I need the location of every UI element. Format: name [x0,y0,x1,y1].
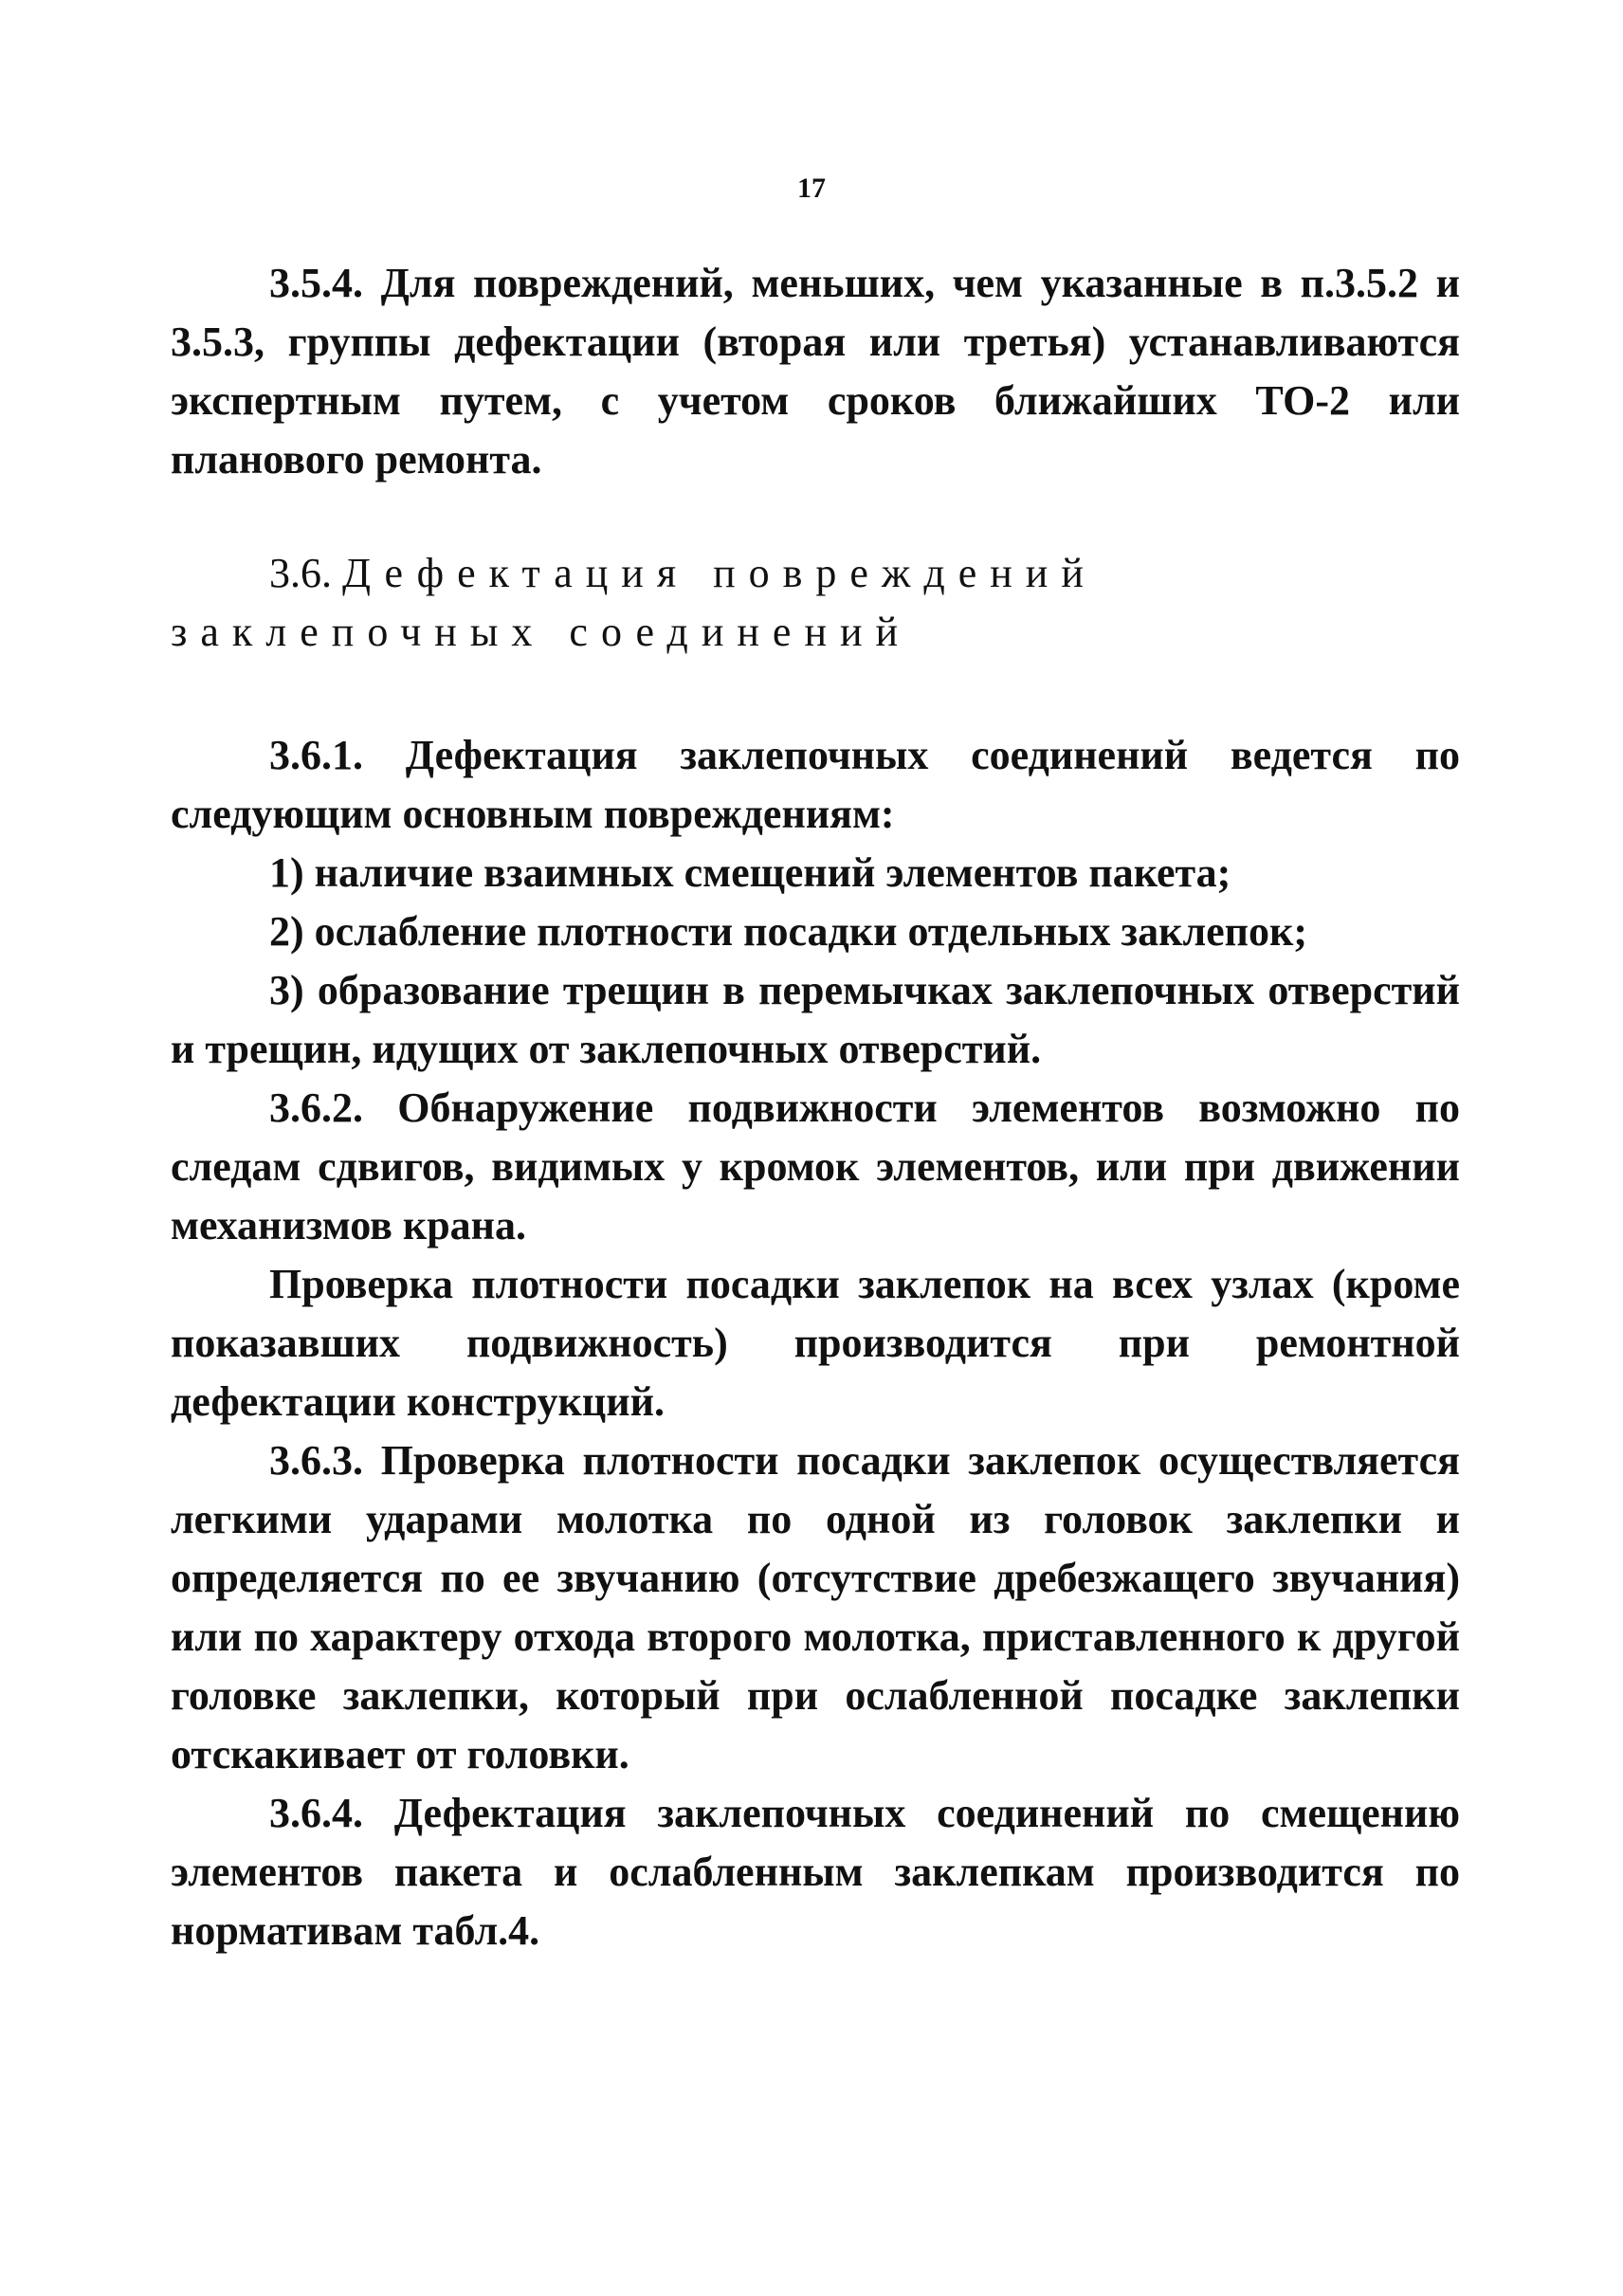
page-number: 17 [797,173,826,204]
paragraph-3-6-2-continued: Проверка плотности посадки заклепок на всех узлах (кроме показавших подвижность) производится при ремонтной дефектации конструкций. [171,1261,1460,1425]
paragraph-3-6-4: 3.6.4. Дефектация заклепочных соединений по смещению элементов пакета и ослабленным заклепкам производится по нормативам табл.4. [171,1790,1460,1954]
heading-number: 3.6. [269,550,332,596]
paragraph-3-6-2: 3.6.2. Обнаружение подвижности элементов возможно по следам сдвигов, видимых у кромок элементов, или при движении механизмов крана. [171,1084,1460,1248]
paragraph-3-5-4: 3.5.4. Для повреждений, меньших, чем указанные в п.3.5.2 и 3.5.3, группы дефектации (вторая или третья) устанавливаются экспертным путем, с учетом сроков ближайших ТО-2 или планового ремонта. [171,260,1460,483]
list-item-3: 3) образование трещин в перемычках заклепочных отверстий и трещин, идущих от заклепочных отверстий. [171,967,1460,1072]
heading-title: Дефектация повреждений заклепочных соединений [171,550,1097,655]
paragraph-3-6-1: 3.6.1. Дефектация заклепочных соединений ведется по следующим основным повреждениям: [171,732,1460,837]
section-heading-3-6 [171,544,1460,662]
paragraph-3-6-3: 3.6.3. Проверка плотности посадки заклепок осуществляется легкими ударами молотка по одной из головок заклепки и определяется по ее звучанию (отсутствие дребезжащего звучания) или по характеру отхода второго молотка, приставленного к другой головке заклепки, который при ослабленной посадке заклепки отскакивает от головки. [171,1437,1460,1777]
list-item-2: 2) ослабление плотности посадки отдельных заклепок; [269,908,1308,955]
list-item-1: 1) наличие взаимных смещений элементов пакета; [269,849,1231,896]
section-3-5-4 [171,254,1460,489]
section-3-6-body [171,726,1460,1960]
